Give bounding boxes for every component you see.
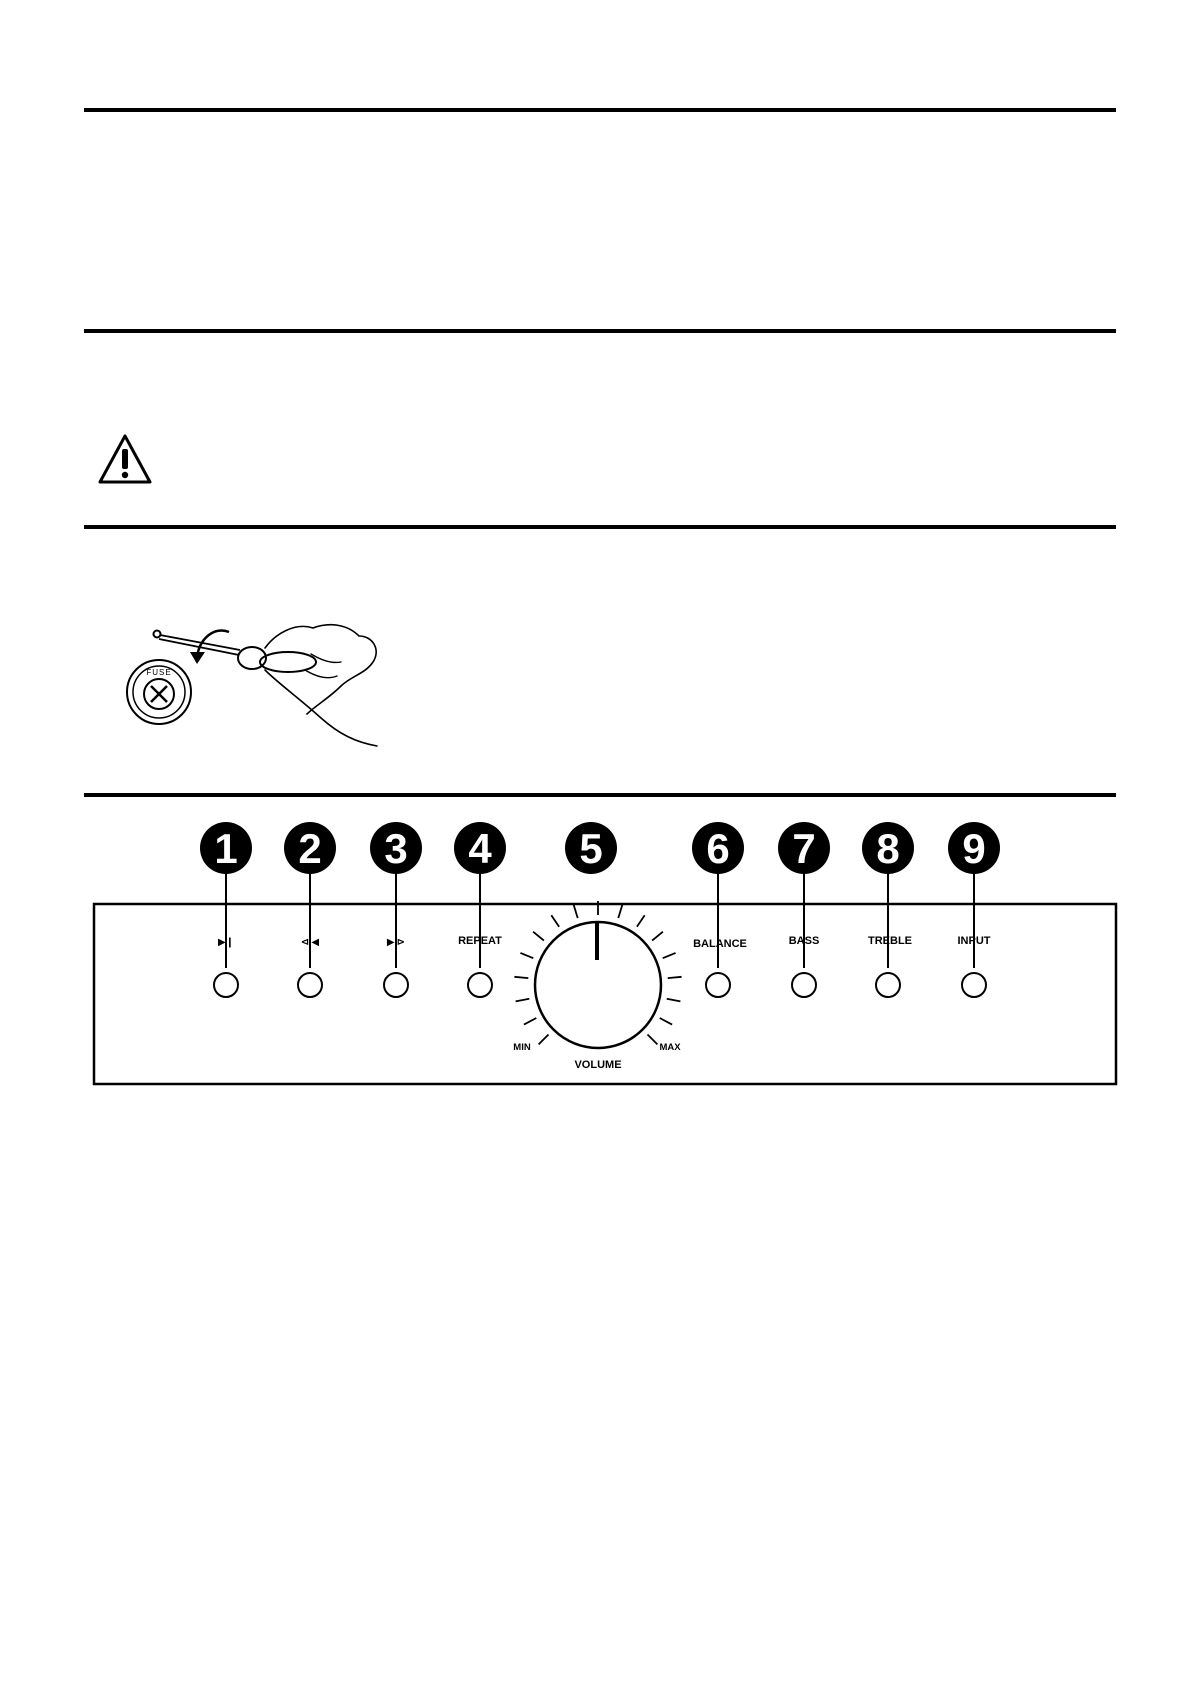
- volume-max-label: MAX: [659, 1042, 681, 1053]
- balance-label: BALANCE: [693, 938, 747, 950]
- volume-tick: [514, 977, 528, 978]
- callout-number: 4: [468, 825, 492, 872]
- callout-1: [200, 822, 252, 874]
- play-pause-button[interactable]: [214, 973, 238, 997]
- input-button[interactable]: [962, 973, 986, 997]
- callout-7: [778, 822, 830, 874]
- volume-tick: [539, 1035, 549, 1045]
- callout-2: [284, 822, 336, 874]
- volume-label: VOLUME: [574, 1059, 622, 1071]
- volume-knob[interactable]: [514, 901, 681, 1048]
- callout-number: 3: [384, 825, 408, 872]
- callout-number: 2: [298, 825, 322, 872]
- repeat-button[interactable]: [468, 973, 492, 997]
- warning-triangle-icon: [97, 433, 153, 485]
- screwdriver-in-hand-icon: [154, 625, 378, 746]
- callout-5: [565, 822, 617, 874]
- volume-tick: [524, 1018, 536, 1025]
- volume-tick: [533, 932, 544, 941]
- fuse-cap-icon: [127, 660, 191, 724]
- play-pause-icon: ▶❙: [217, 937, 235, 948]
- volume-tick: [652, 932, 663, 941]
- treble-button[interactable]: [876, 973, 900, 997]
- bass-label: BASS: [788, 935, 820, 947]
- front-panel-diagram: [90, 820, 1120, 1090]
- fuse-replacement-illustration: [115, 614, 415, 748]
- section-divider-4: [84, 793, 1116, 797]
- volume-tick: [516, 999, 530, 1002]
- volume-tick: [667, 999, 681, 1002]
- callout-number: 1: [214, 825, 238, 872]
- callout-number: 8: [876, 825, 900, 872]
- volume-tick: [551, 915, 559, 927]
- callout-number: 9: [962, 825, 986, 872]
- previous-track-button[interactable]: [298, 973, 322, 997]
- input-label: INPUT: [957, 935, 991, 947]
- volume-tick: [520, 953, 533, 958]
- volume-tick: [648, 1035, 658, 1045]
- callout-number: 5: [579, 825, 603, 872]
- volume-tick: [660, 1018, 672, 1025]
- volume-tick: [663, 953, 676, 958]
- volume-min-label: MIN: [513, 1042, 531, 1053]
- fuse-label: FUSE: [146, 668, 172, 677]
- bass-button[interactable]: [792, 973, 816, 997]
- callout-number: 7: [792, 825, 816, 872]
- callout-number: 6: [706, 825, 730, 872]
- section-divider-3: [84, 525, 1116, 529]
- section-divider-1: [84, 108, 1116, 112]
- volume-tick: [574, 905, 578, 918]
- callout-4: [454, 822, 506, 874]
- callout-6: [692, 822, 744, 874]
- treble-label: TREBLE: [868, 935, 912, 947]
- balance-button[interactable]: [706, 973, 730, 997]
- repeat-label: REPEAT: [458, 935, 502, 947]
- volume-tick: [637, 915, 645, 927]
- next-track-button[interactable]: [384, 973, 408, 997]
- callout-9: [948, 822, 1000, 874]
- callout-8: [862, 822, 914, 874]
- callout-3: [370, 822, 422, 874]
- volume-tick: [618, 905, 622, 918]
- section-divider-2: [84, 329, 1116, 333]
- next-track-icon: ▶⧐: [386, 937, 406, 948]
- previous-track-icon: ⧏◀: [300, 937, 320, 948]
- volume-tick: [668, 977, 682, 978]
